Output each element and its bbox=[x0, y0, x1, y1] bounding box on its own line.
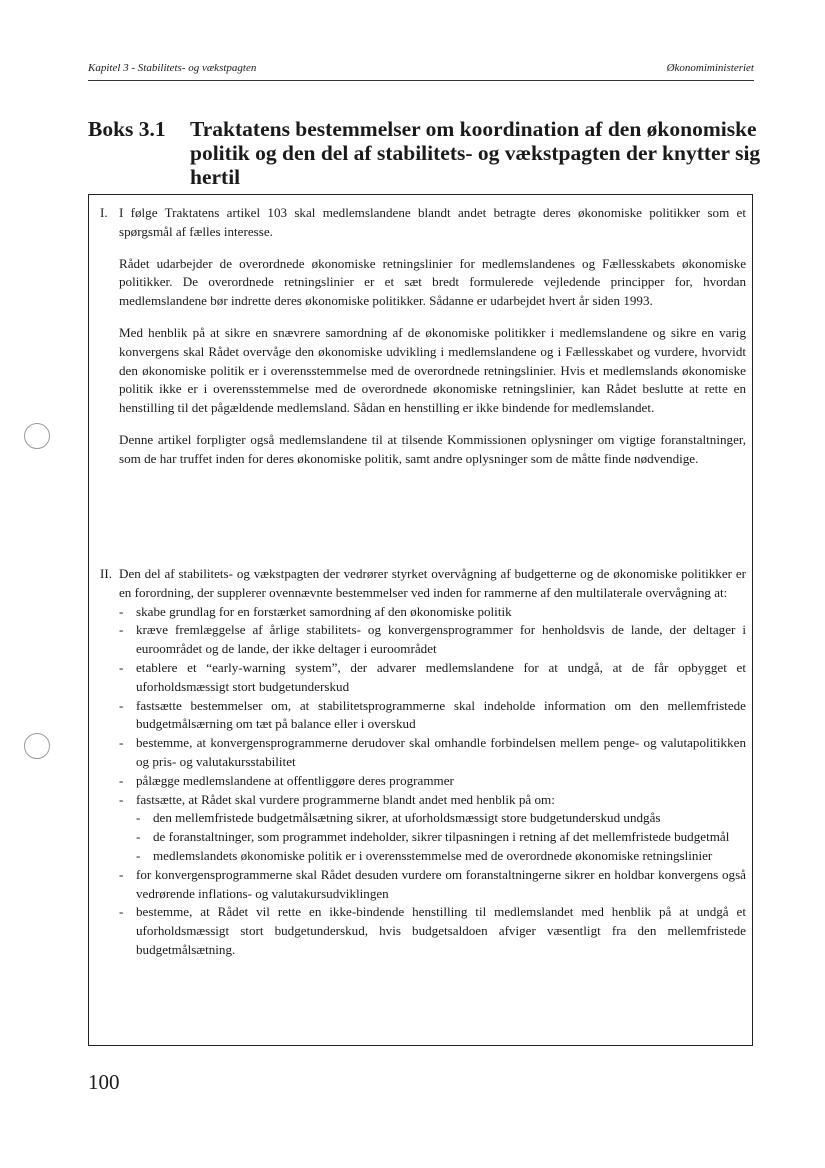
paragraph: Den del af stabilitets- og vækstpagten der vedrører styrket overvågning af budgetterne og de økonomiske politikker er en forordning, der supplerer ovennævnte bestemmelser ved inden for rammerne af den multilaterale overvågning at: bbox=[119, 566, 746, 600]
paragraph: Denne artikel forpligter også medlemslandene til at tilsende Kommissionen oplysninger om vigtige foranstaltninger, som de har truffet inden for deres økonomiske politik, samt andre oplysninger som de måtte finde nødvendige. bbox=[119, 431, 746, 466]
paragraph: Rådet udarbejder de overordnede økonomiske retningslinier for medlemslandenes og Fællesskabets økonomiske politikker. De overordnede retningslinier er et sæt bredt formulerede vejledende principper for, hvordan medlemslandene bør indrette deres økonomiske politikker. Sådanne er udarbejdet hvert år siden 1993. bbox=[119, 255, 746, 309]
list-item: - fastsætte bestemmelser om, at stabilitetsprogrammerne skal indeholde information om den mellemfristede budgetmålsærning om tæt på balance eller i overskud bbox=[119, 697, 746, 735]
paragraph: Med henblik på at sikre en snævrere samordning af de økonomiske politikker i medlemslandene og sikre en varig konvergens skal Rådet overvåge den økonomiske udvikling i medlemslandene og i Fællesskabet og vurdere, hvorvidt den økonomiske politik er i overensstemmelse med de overordnede retningslinier. Hvis et medlemslands økonomiske politik ikke er i overensstemmelse med de overordnede økonomiske retningslinier, kan Rådet beslutte at rette en henstilling til det pågældende medlemsland. Sådan en henstilling er ikke bindende for medlemslandet. bbox=[119, 324, 746, 416]
sub-list-item: - medlemslandets økonomiske politik er i overensstemmelse med de overordnede økonomiske retningslinier bbox=[136, 847, 746, 866]
paragraph: I følge Traktatens artikel 103 skal medlemslandene blandt andet betragte deres økonomiske politikker som et spørgsmål af fælles interesse. bbox=[119, 205, 746, 239]
list-item: - skabe grundlag for en forstærket samordning af den økonomiske politik bbox=[119, 603, 746, 622]
dash-list bbox=[119, 603, 746, 960]
list-item: - bestemme, at konvergensprogrammerne derudover skal omhandle forbindelsen mellem penge- og valutapolitikken og pris- og valutakursstabilitet bbox=[119, 734, 746, 772]
section-number: I. bbox=[100, 205, 108, 220]
box-title: Traktatens bestemmelser om koordination af den økonomiske politik og den del af stabilitets- og vækstpagten der knytter sig hertil bbox=[190, 117, 761, 189]
section-two bbox=[100, 565, 746, 960]
header-ministry: Økonomiministeriet bbox=[666, 62, 754, 74]
list-item: - bestemme, at Rådet vil rette en ikke-bindende henstilling til medlemslandet med henblik på at undgå et uforholdsmæssigt stort budgetunderskud, hvis budgetsaldoen afviger væsentligt fra den mellemfristede budgetmålsætning. bbox=[119, 903, 746, 959]
list-item: - pålægge medlemslandene at offentliggøre deres programmer bbox=[119, 772, 746, 791]
section-one bbox=[100, 204, 746, 469]
list-item: - etablere et “early-warning system”, der advarer medlemslandene for at undgå, at de får opbygget et uforholdsmæssigt stort budgetunderskud bbox=[119, 659, 746, 697]
punch-hole-mark bbox=[24, 733, 50, 759]
list-item-text: fastsætte, at Rådet skal vurdere programmerne blandt andet med henblik på om: bbox=[136, 791, 555, 807]
header-chapter: Kapitel 3 - Stabilitets- og vækstpagten bbox=[88, 62, 257, 74]
section-number: II. bbox=[100, 566, 112, 581]
box-label: Boks 3.1 bbox=[88, 117, 166, 141]
sub-list-item: - den mellemfristede budgetmålsætning sikrer, at uforholdsmæssigt store budgetunderskud undgås bbox=[136, 809, 746, 828]
page-number: 100 bbox=[88, 1070, 120, 1094]
list-item: - kræve fremlæggelse af årlige stabilitets- og konvergensprogrammer for henholdsvis de lande, der deltager i euroområdet og de lande, der ikke deltager i euroområdet bbox=[119, 621, 746, 659]
sub-list-item: - de foranstaltninger, som programmet indeholder, sikrer tilpasningen i retning af det mellemfristede budgetmål bbox=[136, 828, 746, 847]
list-item bbox=[119, 791, 746, 866]
list-item: - for konvergensprogrammerne skal Rådet desuden vurdere om foranstaltningerne sikrer en holdbar konvergens også vedrørende inflations- og valutakursudviklingen bbox=[119, 866, 746, 904]
sub-dash-list bbox=[136, 809, 746, 865]
running-header bbox=[88, 58, 754, 81]
punch-hole-mark bbox=[24, 423, 50, 449]
